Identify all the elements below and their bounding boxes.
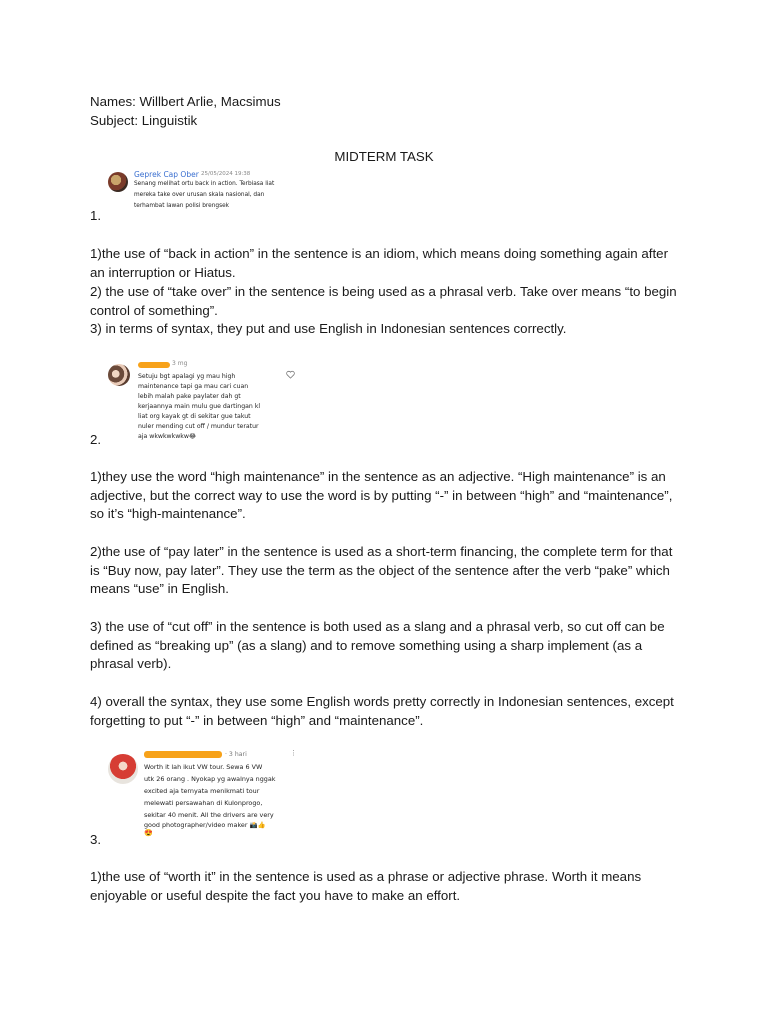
answer-paragraph: 1)the use of “back in action” in the sentence is an idiom, which means doing something again after an interruption or Hiatus. <box>90 246 669 280</box>
comment-screenshot-2 <box>104 356 304 444</box>
subject-line: Subject: Linguistik <box>90 113 198 128</box>
comment-text-line: mereka take over urusan skala nasional, dan <box>134 192 265 198</box>
answer-paragraph: 1)they use the word “high maintenance” in the sentence as an adjective. “High maintenance” is an adjective, but the correct way to use the word is by putting “-” in between “high” and “maintenance”, so it’s “high-maintenance”. <box>90 469 673 522</box>
answer-paragraph: 4) overall the syntax, they use some English words pretty correctly in Indonesian sentences, except forgetting to put “-” in between “high” and “maintenance”. <box>90 694 674 728</box>
comment-text-line: melewati persawahan di Kulonprogo, <box>144 799 263 807</box>
comment-text-line: lebih malah pake paylater dah gt <box>138 393 241 400</box>
answer-paragraph: 3) in terms of syntax, they put and use English in Indonesian sentences correctly. <box>90 321 567 336</box>
comment-time: 3 mg <box>172 360 188 367</box>
comment-text-line: good photographer/video maker 📸👍 <box>144 821 266 829</box>
names-line: Names: Willbert Arlie, Macsimus <box>90 94 281 109</box>
item-number: 3. <box>90 832 102 847</box>
comment-text-line: Setuju bgt apalagi yg mau high <box>138 373 236 380</box>
comment-text-line: maintenance tapi ga mau cari cuan <box>138 383 249 390</box>
comment-emoji-line: 😍 <box>144 830 153 837</box>
comment-user: Geprek Cap Ober <box>134 170 199 179</box>
comment-timestamp: 25/05/2024 19:38 <box>201 171 251 177</box>
more-options-icon[interactable]: ⋮ <box>290 749 297 757</box>
comment-text-line: sekitar 40 menit. All the drivers are very <box>144 811 274 819</box>
comment-text-line: nuler mending cut off / mundur teratur <box>138 423 259 430</box>
comment-text-line: terhambat lawan polisi brengsek <box>134 203 230 209</box>
answer-paragraph: 1)the use of “worth it” in the sentence is used as a phrase or adjective phrase. Worth it means enjoyable or useful despite the fact you have to make an effort. <box>90 869 642 903</box>
comment-screenshot-1 <box>104 168 304 220</box>
answer-paragraph: 2)the use of “pay later” in the sentence is used as a short-term financing, the complete term for that is “Buy now, pay later”. They use the term as the object of the sentence after the verb “pake” which means “use” in English. <box>90 544 673 597</box>
redacted-username <box>138 362 170 368</box>
item-number: 1. <box>90 208 102 223</box>
avatar <box>108 754 138 784</box>
comment-text-line: liat org kayak gt di sekitar gue takut <box>138 413 251 420</box>
comment-text-line: utk 26 orang . Nyokap yg awalnya nggak <box>144 775 276 783</box>
redacted-username <box>144 751 222 758</box>
item-number: 2. <box>90 432 102 447</box>
avatar <box>108 172 128 192</box>
avatar <box>108 364 130 386</box>
comment-time: · 3 hari <box>225 751 247 758</box>
document-title: MIDTERM TASK <box>334 149 434 164</box>
answer-paragraph: 2) the use of “take over” in the sentence is being used as a phrasal verb. Take over means “to begin control of something”. <box>90 284 677 318</box>
comment-text-line: aja wkwkwkwkw😂 <box>138 433 197 440</box>
heart-icon[interactable] <box>286 370 295 379</box>
answer-paragraph: 3) the use of “cut off” in the sentence is both used as a slang and a phrasal verb, so cut off can be defined as “breaking up” (as a slang) and to remove something using a sharp implement (as a phrasal verb). <box>90 619 665 672</box>
comment-text-line: kerjaannya main mulu gue dartingan kl <box>138 403 261 410</box>
comment-text-line: Senang melihat ortu back in action. Terbiasa liat <box>134 181 275 187</box>
comment-screenshot-3 <box>104 748 304 834</box>
comment-text-line: excited aja ternyata menikmati tour <box>144 787 260 795</box>
comment-text-line: Worth it lah ikut VW tour. Sewa 6 VW <box>144 763 263 771</box>
